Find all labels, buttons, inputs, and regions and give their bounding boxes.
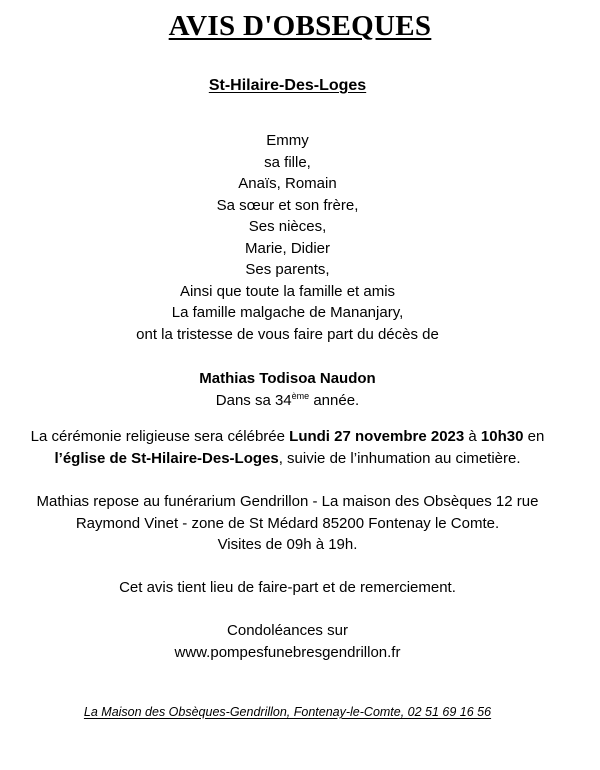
family-line: Ses parents,: [245, 261, 330, 278]
family-line: ont la tristesse de vous faire part du décès de: [136, 325, 439, 343]
ceremony-date: Lundi 27 novembre 2023: [289, 428, 465, 445]
funeral-home-line: Raymond Vinet - zone de St Médard 85200 Fontenay le Comte.: [75, 514, 500, 532]
ceremony-time: 10h30: [480, 428, 524, 445]
condolences-block: [0, 620, 575, 663]
family-line: Sa sœur et son frère,: [216, 196, 359, 214]
age-superscript: ème: [291, 390, 310, 401]
condolences-label: Condoléances sur: [227, 622, 348, 639]
ceremony-block: [0, 426, 575, 469]
family-list: [0, 130, 575, 345]
age-suffix: année.: [309, 391, 360, 409]
condolences-url[interactable]: www.pompesfunebresgendrillon.fr: [174, 643, 401, 661]
ceremony-text: La cérémonie religieuse sera célébrée: [30, 428, 290, 445]
page-title: AVIS D'OBSEQUES: [168, 10, 432, 42]
visiting-hours: Visites de 09h à 19h.: [217, 536, 358, 553]
family-line: La famille malgache de Mananjary,: [171, 304, 404, 321]
ceremony-line-2: [0, 448, 575, 470]
location-heading: St-Hilaire-Des-Loges: [208, 77, 367, 94]
notice-text: Cet avis tient lieu de faire-part et de remerciement.: [119, 579, 456, 596]
ceremony-text: , suivie de l’inhumation au cimetière.: [278, 449, 521, 467]
ceremony-place: l’église de St-Hilaire-Des-Loges: [54, 449, 279, 467]
family-line: sa fille,: [264, 153, 311, 171]
family-line: Ses nièces,: [248, 218, 327, 235]
family-line: Ainsi que toute la famille et amis: [179, 282, 396, 300]
family-line: Emmy: [266, 132, 309, 149]
ceremony-text: en: [523, 428, 545, 445]
deceased-block: [0, 368, 575, 411]
funeral-home-block: [0, 491, 575, 556]
age-prefix: Dans sa 34: [215, 391, 292, 409]
ceremony-text: à: [464, 428, 481, 445]
family-line: Anaïs, Romain: [238, 175, 337, 192]
funeral-home-line: Mathias repose au funérarium Gendrillon - La maison des Obsèques 12 rue: [36, 493, 539, 510]
deceased-age: [0, 390, 575, 412]
footer-credit: La Maison des Obsèques-Gendrillon, Fontenay-le-Comte, 02 51 69 16 56: [83, 705, 492, 719]
deceased-name: Mathias Todisoa Naudon: [199, 370, 376, 387]
family-line: Marie, Didier: [244, 239, 331, 257]
ceremony-line-1: [0, 426, 575, 448]
